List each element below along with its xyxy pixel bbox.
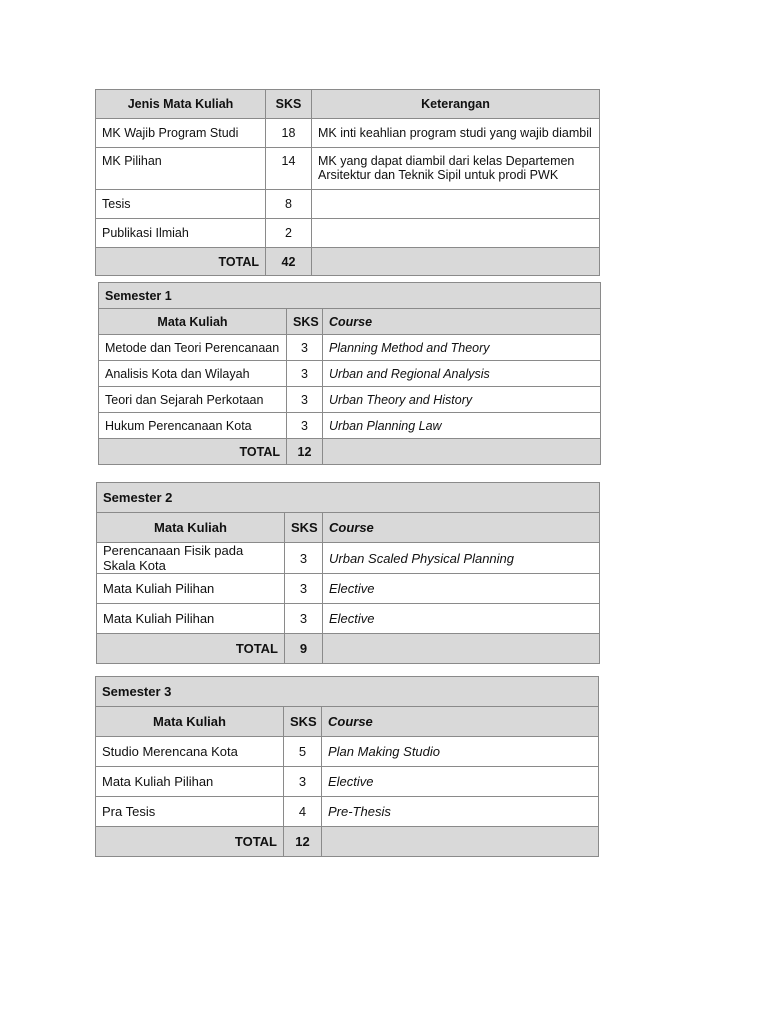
- total-empty-cell: [323, 439, 601, 465]
- sks-cell: 8: [266, 190, 312, 219]
- course-cell: Urban Theory and History: [323, 387, 601, 413]
- jenis-cell: MK Wajib Program Studi: [96, 119, 266, 148]
- sks-cell: 3: [287, 413, 323, 439]
- header-sks: SKS: [284, 707, 322, 737]
- summary-header-row: [96, 90, 600, 119]
- summary-table: [95, 89, 600, 276]
- table-row: [97, 604, 600, 634]
- table-row: [96, 767, 599, 797]
- sks-cell: 3: [285, 574, 323, 604]
- sks-cell: 3: [285, 543, 323, 574]
- semester-title-row: [99, 283, 601, 309]
- course-cell: Urban Planning Law: [323, 413, 601, 439]
- course-cell: Planning Method and Theory: [323, 335, 601, 361]
- total-empty-cell: [323, 634, 600, 664]
- mata-kuliah-cell: Perencanaan Fisik pada Skala Kota: [97, 543, 285, 574]
- table-row: [99, 335, 601, 361]
- table-row: [99, 361, 601, 387]
- semester-header-row: [96, 707, 599, 737]
- table-row: [96, 148, 600, 190]
- total-label: TOTAL: [96, 827, 284, 857]
- mata-kuliah-cell: Metode dan Teori Perencanaan: [99, 335, 287, 361]
- course-cell: Elective: [322, 767, 599, 797]
- sks-cell: 4: [284, 797, 322, 827]
- sks-cell: 3: [287, 335, 323, 361]
- total-empty-cell: [312, 248, 600, 276]
- header-mata-kuliah: Mata Kuliah: [99, 309, 287, 335]
- keterangan-cell: MK yang dapat diambil dari kelas Departemen Arsitektur dan Teknik Sipil untuk prodi PWK: [312, 148, 600, 190]
- total-row: [96, 248, 600, 276]
- semester-2-table: [96, 482, 600, 664]
- keterangan-cell: MK inti keahlian program studi yang wajib diambil: [312, 119, 600, 148]
- header-sks: SKS: [266, 90, 312, 119]
- header-course: Course: [322, 707, 599, 737]
- total-empty-cell: [322, 827, 599, 857]
- sks-cell: 18: [266, 119, 312, 148]
- semester-title-row: [97, 483, 600, 513]
- keterangan-cell: [312, 219, 600, 248]
- header-course: Course: [323, 309, 601, 335]
- sks-cell: 3: [287, 387, 323, 413]
- sks-cell: 3: [284, 767, 322, 797]
- course-cell: Plan Making Studio: [322, 737, 599, 767]
- mata-kuliah-cell: Mata Kuliah Pilihan: [97, 574, 285, 604]
- jenis-cell: Tesis: [96, 190, 266, 219]
- semester-3-table: [95, 676, 599, 857]
- sks-cell: 5: [284, 737, 322, 767]
- keterangan-cell: [312, 190, 600, 219]
- header-sks: SKS: [285, 513, 323, 543]
- sks-cell: 3: [285, 604, 323, 634]
- mata-kuliah-cell: Analisis Kota dan Wilayah: [99, 361, 287, 387]
- course-cell: Pre-Thesis: [322, 797, 599, 827]
- jenis-cell: Publikasi Ilmiah: [96, 219, 266, 248]
- header-jenis: Jenis Mata Kuliah: [96, 90, 266, 119]
- mata-kuliah-cell: Teori dan Sejarah Perkotaan: [99, 387, 287, 413]
- semester-title: Semester 2: [97, 483, 600, 513]
- sks-cell: 14: [266, 148, 312, 190]
- total-label: TOTAL: [99, 439, 287, 465]
- total-sks: 42: [266, 248, 312, 276]
- semester-title: Semester 3: [96, 677, 599, 707]
- table-row: [97, 543, 600, 574]
- course-cell: Urban Scaled Physical Planning: [323, 543, 600, 574]
- course-cell: Urban and Regional Analysis: [323, 361, 601, 387]
- mata-kuliah-cell: Mata Kuliah Pilihan: [96, 767, 284, 797]
- table-row: [97, 574, 600, 604]
- header-keterangan: Keterangan: [312, 90, 600, 119]
- total-row: [99, 439, 601, 465]
- mata-kuliah-cell: Hukum Perencanaan Kota: [99, 413, 287, 439]
- sks-cell: 2: [266, 219, 312, 248]
- total-label: TOTAL: [96, 248, 266, 276]
- semester-header-row: [97, 513, 600, 543]
- table-row: [99, 387, 601, 413]
- total-row: [97, 634, 600, 664]
- total-sks: 9: [285, 634, 323, 664]
- table-row: [96, 737, 599, 767]
- sks-cell: 3: [287, 361, 323, 387]
- header-mata-kuliah: Mata Kuliah: [97, 513, 285, 543]
- header-mata-kuliah: Mata Kuliah: [96, 707, 284, 737]
- mata-kuliah-cell: Mata Kuliah Pilihan: [97, 604, 285, 634]
- table-row: [96, 219, 600, 248]
- total-label: TOTAL: [97, 634, 285, 664]
- semester-title-row: [96, 677, 599, 707]
- course-cell: Elective: [323, 574, 600, 604]
- course-cell: Elective: [323, 604, 600, 634]
- total-sks: 12: [284, 827, 322, 857]
- semester-header-row: [99, 309, 601, 335]
- semester-title: Semester 1: [99, 283, 601, 309]
- table-row: [96, 190, 600, 219]
- header-course: Course: [323, 513, 600, 543]
- semester-1-table: [98, 282, 601, 465]
- header-sks: SKS: [287, 309, 323, 335]
- table-row: [99, 413, 601, 439]
- total-sks: 12: [287, 439, 323, 465]
- mata-kuliah-cell: Studio Merencana Kota: [96, 737, 284, 767]
- table-row: [96, 797, 599, 827]
- table-row: [96, 119, 600, 148]
- jenis-cell: MK Pilihan: [96, 148, 266, 190]
- mata-kuliah-cell: Pra Tesis: [96, 797, 284, 827]
- total-row: [96, 827, 599, 857]
